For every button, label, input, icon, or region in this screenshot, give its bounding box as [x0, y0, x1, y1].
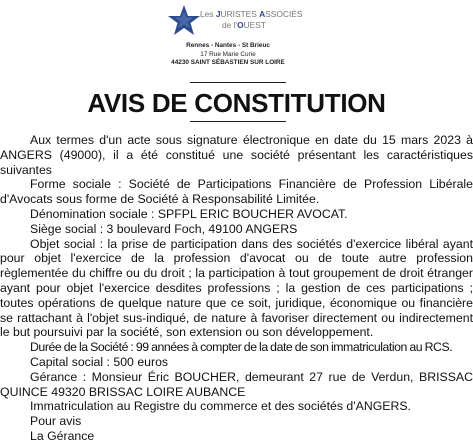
paragraph-duration: Durée de la Société : 99 années à compter de la date de son immatriculation au RCS.	[30, 340, 453, 355]
paragraph-capital: Capital social : 500 euros	[30, 354, 169, 369]
paragraph-registration: Immatriculation au Registre du commerce et des sociétés d'ANGERS.	[30, 399, 411, 414]
paragraph-company-name: Dénomination sociale : SPFPL ERIC BOUCHER AVOCAT.	[30, 206, 348, 221]
star-icon	[166, 4, 202, 38]
paragraph-legal-form: Forme sociale : Société de Participations Financière de Profession Libérale d'Avocats sous forme de Société à Responsabilité Limitée.	[0, 177, 473, 207]
address-street: 17 Rue Marie Curie	[200, 50, 256, 58]
paragraph-closing: Pour avis	[30, 414, 82, 429]
firm-address	[160, 42, 296, 68]
paragraph-management: Gérance : Monsieur Éric BOUCHER, demeurant 27 rue de Verdun, BRISSAC QUINCE 49320 BRISSAC LOIRE AUBANCE	[0, 369, 473, 399]
notice-body	[0, 133, 473, 444]
logo	[0, 0, 473, 80]
paragraph-signature: La Gérance	[30, 428, 95, 443]
divider-top	[190, 82, 286, 83]
paragraph-purpose: Objet social : la prise de participation dans des sociétés d'exercice libéral ayant pour objet l'exercice de la profession d'avocat ou de toute autre profession règlementée du chiffre ou du droit ; la participation à tout groupement de droit étranger ayant pour objet l'exercice desdites professions ; la gestion de ces participations ; toutes opérations de quelque nature que ce soit, juridique, économique ou financière se rattachant à l'objet sus-indiqué, de nature à favoriser directement ou indirectement le but poursuivi par la société, son extension ou son développement.	[0, 236, 473, 340]
paragraph-act: Aux termes d'un acte sous signature électronique en date du 15 mars 2023 à ANGERS (49000), il a été constitué une société présentant les caractéristiques suivantes	[0, 133, 473, 177]
brand-name: Les JURISTES ASSOCIÉS de l'OUEST	[200, 9, 303, 30]
address-postal: 44230 SAINT SÉBASTIEN SUR LOIRE	[171, 59, 285, 67]
paragraph-head-office: Siège social : 3 boulevard Foch, 49100 ANGERS	[30, 221, 298, 236]
divider-bottom	[190, 121, 286, 122]
address-cities: Rennes - Nantes - St Brieuc	[186, 42, 270, 49]
notice-title: AVIS DE CONSTITUTION	[87, 88, 386, 118]
